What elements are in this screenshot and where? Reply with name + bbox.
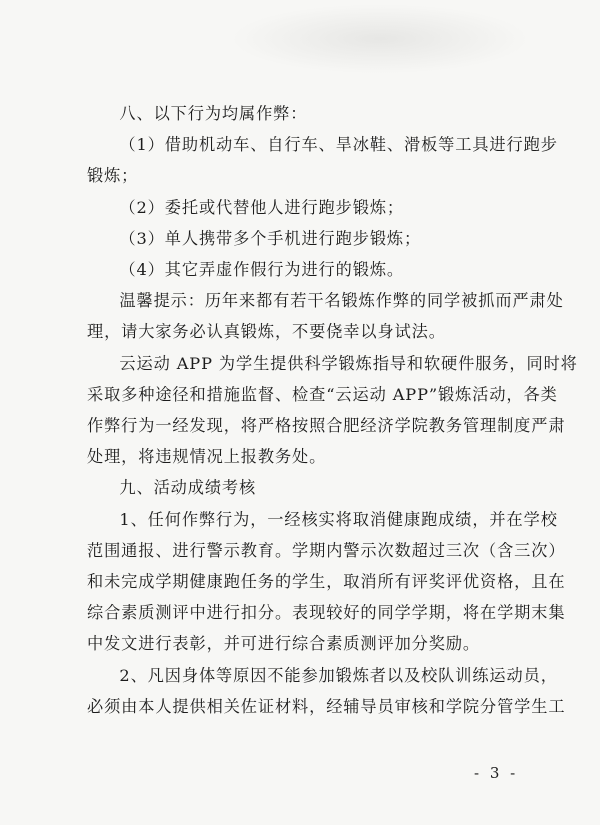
document-body bbox=[87, 98, 578, 722]
body-line: 理，请大家务必认真锻炼，不要侥幸以身试法。 bbox=[87, 322, 446, 342]
body-line: 处理，将违规情况上报教务处。 bbox=[87, 447, 327, 467]
scan-bleed-through bbox=[230, 4, 530, 74]
body-line: 采取多种途径和措施监督、检查“云运动 APP”锻炼活动，各类 bbox=[87, 384, 558, 404]
body-line: 综合素质测评中进行扣分。表现较好的同学学期，将在学期末集 bbox=[87, 603, 566, 623]
page-number: - 3 - bbox=[474, 764, 519, 782]
body-line: （4）其它弄虚作假行为进行的锻炼。 bbox=[119, 260, 404, 280]
body-line: （3）单人携带多个手机进行跑步锻炼； bbox=[119, 228, 422, 248]
body-line: 温馨提示：历年来都有若干名锻炼作弊的同学被抓而严肃处 bbox=[119, 291, 564, 311]
body-line: （1）借助机动车、自行车、旱冰鞋、滑板等工具进行跑步 bbox=[119, 135, 558, 155]
body-line: 锻炼； bbox=[87, 166, 139, 186]
body-line: 2、凡因身体等原因不能参加锻炼者以及校队训练运动员， bbox=[119, 665, 558, 685]
section-heading-assessment: 九、活动成绩考核 bbox=[119, 478, 257, 498]
body-line: 中发文进行表彰，并可进行综合素质测评加分奖励。 bbox=[87, 634, 481, 654]
body-line: 必须由本人提供相关佐证材料，经辅导员审核和学院分管学生工 bbox=[87, 696, 566, 716]
body-line: 作弊行为一经发现，将严格按照合肥经济学院教务管理制度严肃 bbox=[87, 416, 566, 436]
body-line: 云运动 APP 为学生提供科学锻炼指导和软硬件服务，同时将 bbox=[119, 353, 578, 373]
body-line: 范围通报、进行警示教育。学期内警示次数超过三次（含三次） bbox=[87, 540, 566, 560]
body-line: 1、任何作弊行为，一经核实将取消健康跑成绩，并在学校 bbox=[119, 509, 558, 529]
body-line: 和未完成学期健康跑任务的学生，取消所有评奖评优资格，且在 bbox=[87, 572, 566, 592]
body-line: （2）委托或代替他人进行跑步锻炼； bbox=[119, 197, 404, 217]
section-heading-cheating: 八、以下行为均属作弊： bbox=[119, 104, 308, 123]
